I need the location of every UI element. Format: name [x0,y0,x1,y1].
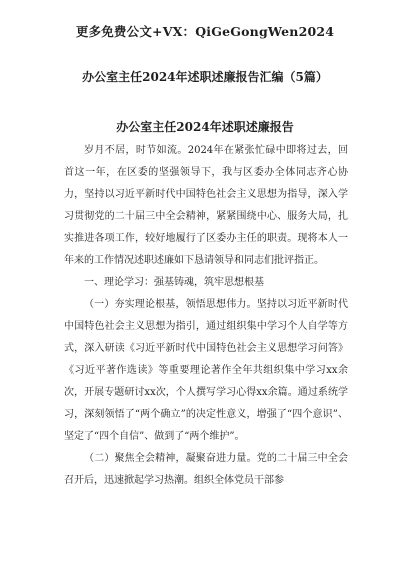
collection-title: 办公室主任2024年述职述廉报告汇编（5篇） [82,70,328,84]
promo-banner: 更多免费公文+VX：QiGeGongWen2024 [75,24,335,39]
body-paragraph: （一）夯实理论根基，领悟思想伟力。坚持以习近平新时代中国特色社会主义思想为指引，通过组织集中学习个人自学等方式，深入研读《习近平新时代中国特色社会主义思想学习问答》《习近平著作选读》等重要理论著作全年共组织集中学习xx余次，开展专题研讨xx次，个人撰写学习心得xx余篇。通过系统学习，深刻领悟了“两个确立”的决定性意义，增强了“四个意识”、坚定了“四个自信”、做到了“两个维护”。 [64,299,348,442]
document-body [64,140,348,492]
body-paragraph: （二）聚焦全会精神，凝聚奋进力量。党的二十届三中全会召开后，迅速掀起学习热潮。组织全体党员干部参 [64,453,348,486]
section-heading: 一、理论学习：强基铸魂，筑牢思想根基 [84,277,264,288]
intro-paragraph: 岁月不居，时节如流。2024年在紧张忙碌中即将过去，回首这一年，在区委的坚强领导下，我与区委办全体同志齐心协力，坚持以习近平新时代中国特色社会主义思想为指导，深入学习贯彻党的二十届三中全会精神，紧紧围绕中心、服务大局，扎实推进各项工作，较好地履行了区委办主任的职责。现将本人一年来的工作情况述职述廉如下恳请领导和同志们批评指正。 [64,145,348,266]
article-title: 办公室主任2024年述职述廉报告 [116,120,294,134]
